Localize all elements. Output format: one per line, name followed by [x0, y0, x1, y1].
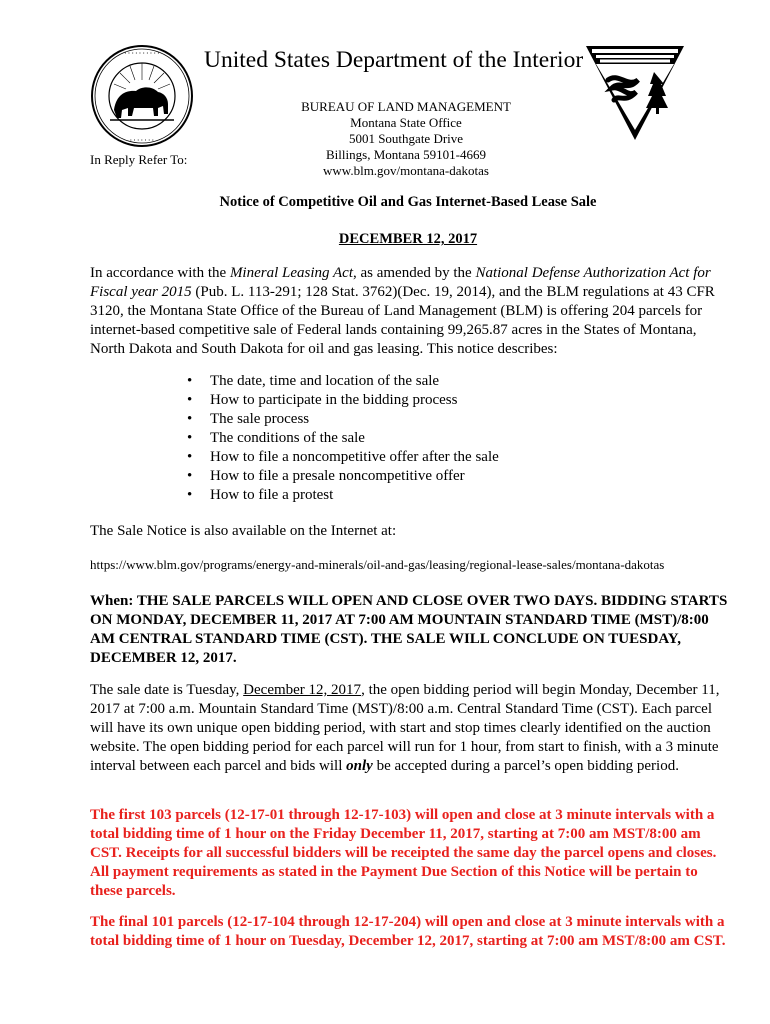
- street-address: 5001 Southgate Drive: [348, 131, 464, 146]
- office-name: Montana State Office: [350, 115, 462, 130]
- doi-seal-logo: [90, 44, 194, 148]
- reply-refer-label: In Reply Refer To:: [90, 152, 188, 167]
- sale-date-underlined: December 12, 2017: [243, 682, 362, 698]
- sale-details-paragraph: The sale date is Tuesday, December 12, 2017, the open bidding period will begin Monday, December 11, 2017 at 7:00 a.m. Mountain Standard Time (MST)/8:00 a.m. Central Standard Time (CST). Each parcel will have its own unique open bidding period, with start and stop times clearly identified on the auction website. The open bidding period for each parcel will run for 1 hour, from start to finish, with a 3 minute interval between each parcel and bids will only be accepted during a parcel’s open bidding period.: [90, 682, 720, 774]
- sale-date-heading: DECEMBER 12, 2017: [338, 231, 478, 247]
- notice-title: Notice of Competitive Oil and Gas Internet-Based Lease Sale: [219, 194, 597, 210]
- svg-text:· · · · · · · · · ·: · · · · · · · · · ·: [124, 51, 160, 57]
- website-link[interactable]: www.blm.gov/montana-dakotas: [323, 163, 489, 178]
- list-item: • The sale process: [184, 410, 499, 429]
- list-item: • The date, time and location of the sale: [184, 372, 499, 391]
- list-item: • How to participate in the bidding process: [184, 391, 499, 410]
- internet-note: The Sale Notice is also available on the Internet at:: [90, 523, 397, 539]
- list-item: • How to file a protest: [184, 486, 499, 505]
- list-item: • How to file a presale noncompetitive offer: [184, 467, 499, 486]
- svg-text:· · · · · · ·: · · · · · · ·: [130, 138, 154, 144]
- list-item: • How to file a noncompetitive offer after the sale: [184, 448, 499, 467]
- agency-title: United States Department of the Interior: [204, 47, 584, 73]
- list-item: • The conditions of the sale: [184, 429, 499, 448]
- ndaa-act: National Defense Authorization Act for Fiscal year 2015: [90, 265, 711, 300]
- notice-topics-list: [184, 372, 499, 505]
- blm-logo: [584, 42, 686, 142]
- mineral-leasing-act: Mineral Leasing Act: [229, 265, 353, 281]
- only-emphasis: only: [346, 758, 373, 774]
- final-parcels-paragraph: The final 101 parcels (12-17-104 through 12-17-204) will open and close at 3 minute intervals with a total bidding time of 1 hour on Tuesday, December 12, 2017, starting at 7:00 am MST/8:00 am CST.: [90, 914, 726, 949]
- bureau-name: BUREAU OF LAND MANAGEMENT: [301, 99, 511, 114]
- first-parcels-paragraph: The first 103 parcels (12-17-01 through 12-17-103) will open and close at 3 minute intervals with a total bidding time of 1 hour on the Friday December 11, 2017, starting at 7:00 am MST/8:00 am CST. Receipts for all successful bidders will be receipted the same day the parcel opens and closes. All payment requirements as stated in the Payment Due Section of this Notice will be pertain to these parcels.: [90, 807, 717, 899]
- city-state-zip: Billings, Montana 59101-4669: [326, 147, 486, 162]
- sale-notice-url[interactable]: https://www.blm.gov/programs/energy-and-minerals/oil-and-gas/leasing/regional-lease-sales/montana-dakotas: [90, 557, 665, 572]
- when-paragraph: When: THE SALE PARCELS WILL OPEN AND CLOSE OVER TWO DAYS. BIDDING STARTS ON MONDAY, DECEMBER 11, 2017 AT 7:00 AM MOUNTAIN STANDARD TIME (MST)/8:00 AM CENTRAL STANDARD TIME (CST). THE SALE WILL CONCLUDE ON TUESDAY, DECEMBER 12, 2017.: [90, 593, 728, 666]
- address-block: [270, 99, 542, 179]
- intro-paragraph: In accordance with the Mineral Leasing Act, as amended by the National Defense Authorization Act for Fiscal year 2015 (Pub. L. 113-291; 128 Stat. 3762)(Dec. 19, 2014), and the BLM regulations at 43 CFR 3120, the Montana State Office of the Bureau of Land Management (BLM) is offering 204 parcels for internet-based competitive sale of Federal lands containing 99,265.87 acres in the States of Montana, North Dakota and South Dakota for oil and gas leasing. This notice describes:: [90, 265, 715, 357]
